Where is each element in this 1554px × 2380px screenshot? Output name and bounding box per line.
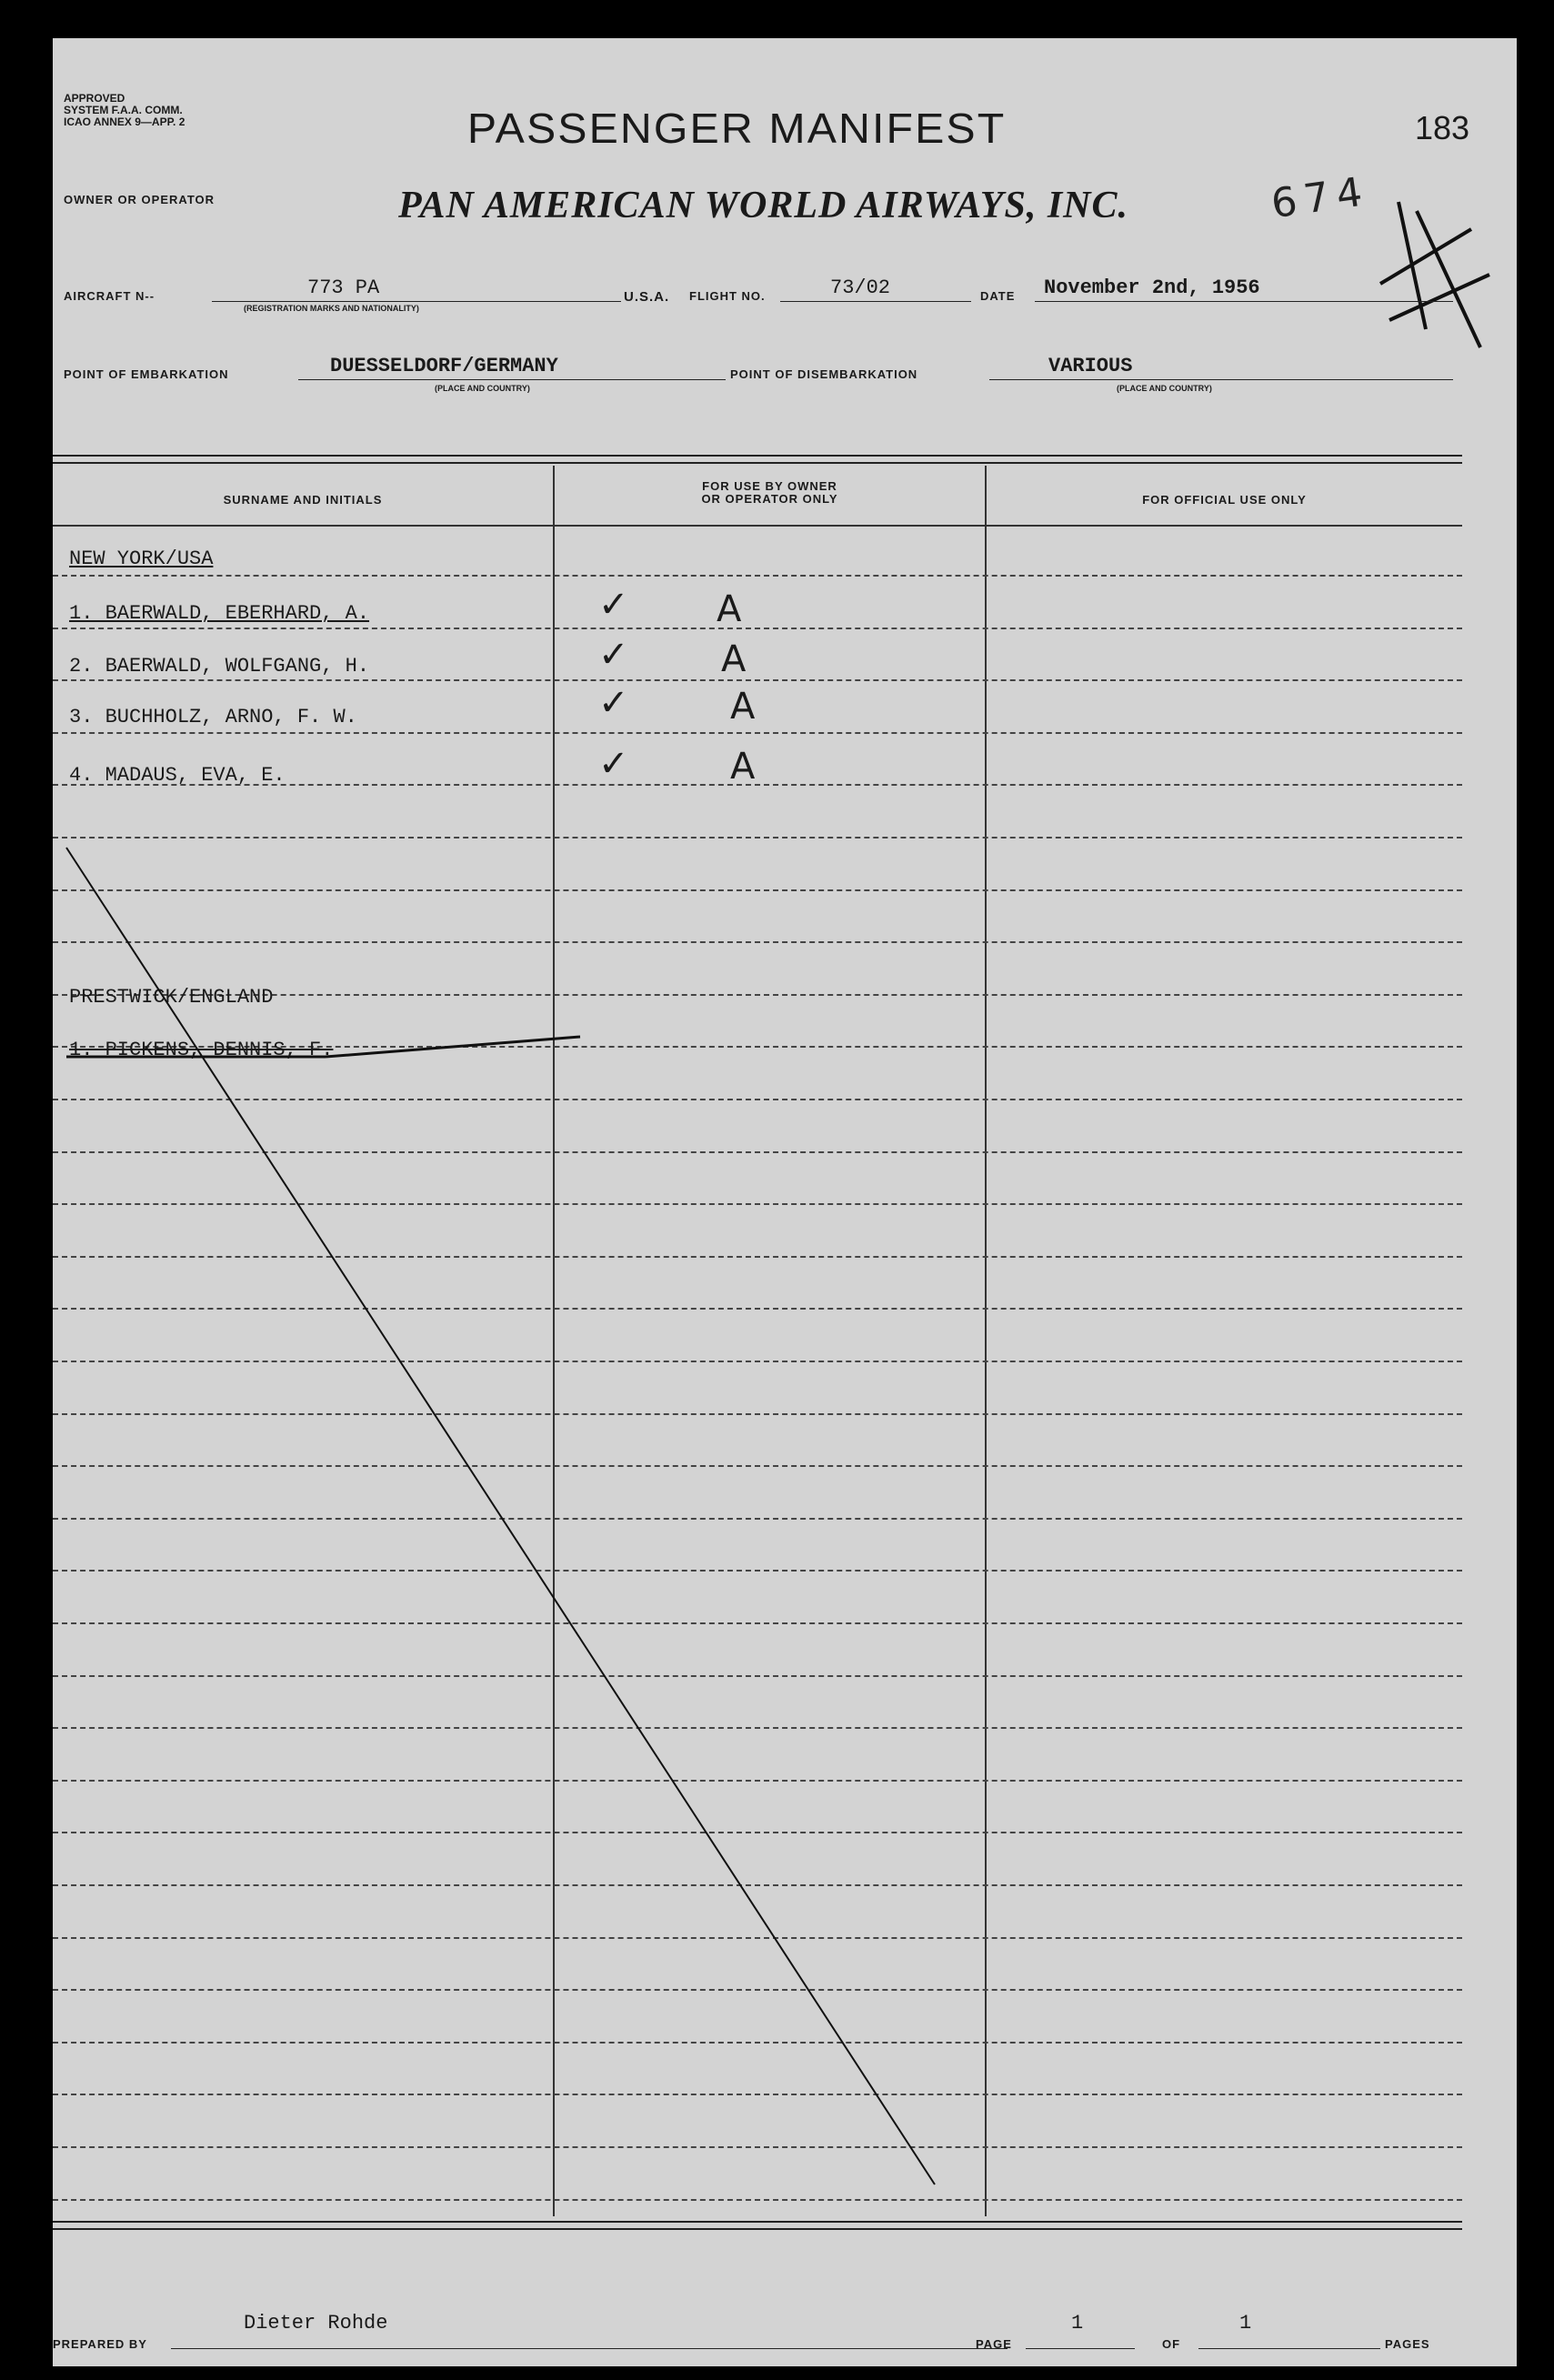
passenger-row-name: 2. BAERWALD, WOLFGANG, H. [69,655,370,678]
passenger-row-name: 1. BAERWALD, EBERHARD, A. [69,602,370,625]
of-label: OF [1162,2337,1181,2351]
cancel-line-icon [53,38,1517,2366]
of-value: 1 [1239,2312,1252,2335]
prepared-by-value: Dieter Rohde [244,2312,388,2335]
column-header-official: FOR OFFICIAL USE ONLY [1142,493,1307,507]
disembarkation-sublabel: (PLACE AND COUNTRY) [1117,384,1212,393]
column-header-owner-line2: OR OPERATOR ONLY [701,492,838,506]
date-label: DATE [980,289,1016,303]
column-header-surname: SURNAME AND INITIALS [223,493,383,507]
section-heading-prestwick: PRESTWICK/ENGLAND [69,986,274,1009]
check-mark: ✓ [598,634,629,676]
handwritten-mark: A [730,746,756,788]
handwritten-corner-note: 674 [1268,167,1373,228]
check-mark: ✓ [598,584,629,626]
column-header-owner-line1: FOR USE BY OWNER [702,479,837,493]
section-heading-new-york: NEW YORK/USA [69,547,214,570]
approval-stamp: APPROVED SYSTEM F.A.A. COMM. ICAO ANNEX 9—APP. 2 [64,92,185,128]
struck-passenger-row: 1. PICKENS, DENNIS, F. [69,1039,334,1061]
disembarkation-value: VARIOUS [1048,355,1133,377]
passenger-row-name: 4. MADAUS, EVA, E. [69,764,286,787]
aircraft-label: AIRCRAFT N-- [64,289,155,303]
pages-label: PAGES [1385,2337,1430,2351]
manifest-sheet [53,38,1517,2366]
page-value: 1 [1071,2312,1084,2335]
flight-label: FLIGHT NO. [689,289,766,303]
owner-label: OWNER OR OPERATOR [64,193,216,206]
embarkation-value: DUESSELDORF/GERMANY [330,355,558,377]
check-mark: ✓ [598,682,629,724]
page-number: 183 [1415,109,1470,146]
passenger-row-name: 3. BUCHHOLZ, ARNO, F. W. [69,706,357,728]
aircraft-sublabel: (REGISTRATION MARKS AND NATIONALITY) [244,304,419,313]
disembarkation-label: POINT OF DISEMBARKATION [730,367,918,381]
check-mark: ✓ [598,743,629,785]
handwritten-mark: A [730,686,756,728]
embarkation-label: POINT OF EMBARKATION [64,367,229,381]
page-title: PASSENGER MANIFEST [466,105,1007,152]
embarkation-sublabel: (PLACE AND COUNTRY) [435,384,530,393]
operator-name: PAN AMERICAN WORLD AIRWAYS, INC. [398,185,1129,226]
date-value: November 2nd, 1956 [1044,276,1260,299]
aircraft-value: 773 PA [307,276,380,299]
prepared-by-label: PREPARED BY [53,2337,147,2351]
handwritten-mark: A [721,638,747,680]
flight-number: 73/02 [830,276,891,299]
page-label: PAGE [976,2337,1012,2351]
usa-label: U.S.A. [624,289,670,305]
handwritten-mark: A [717,588,742,630]
